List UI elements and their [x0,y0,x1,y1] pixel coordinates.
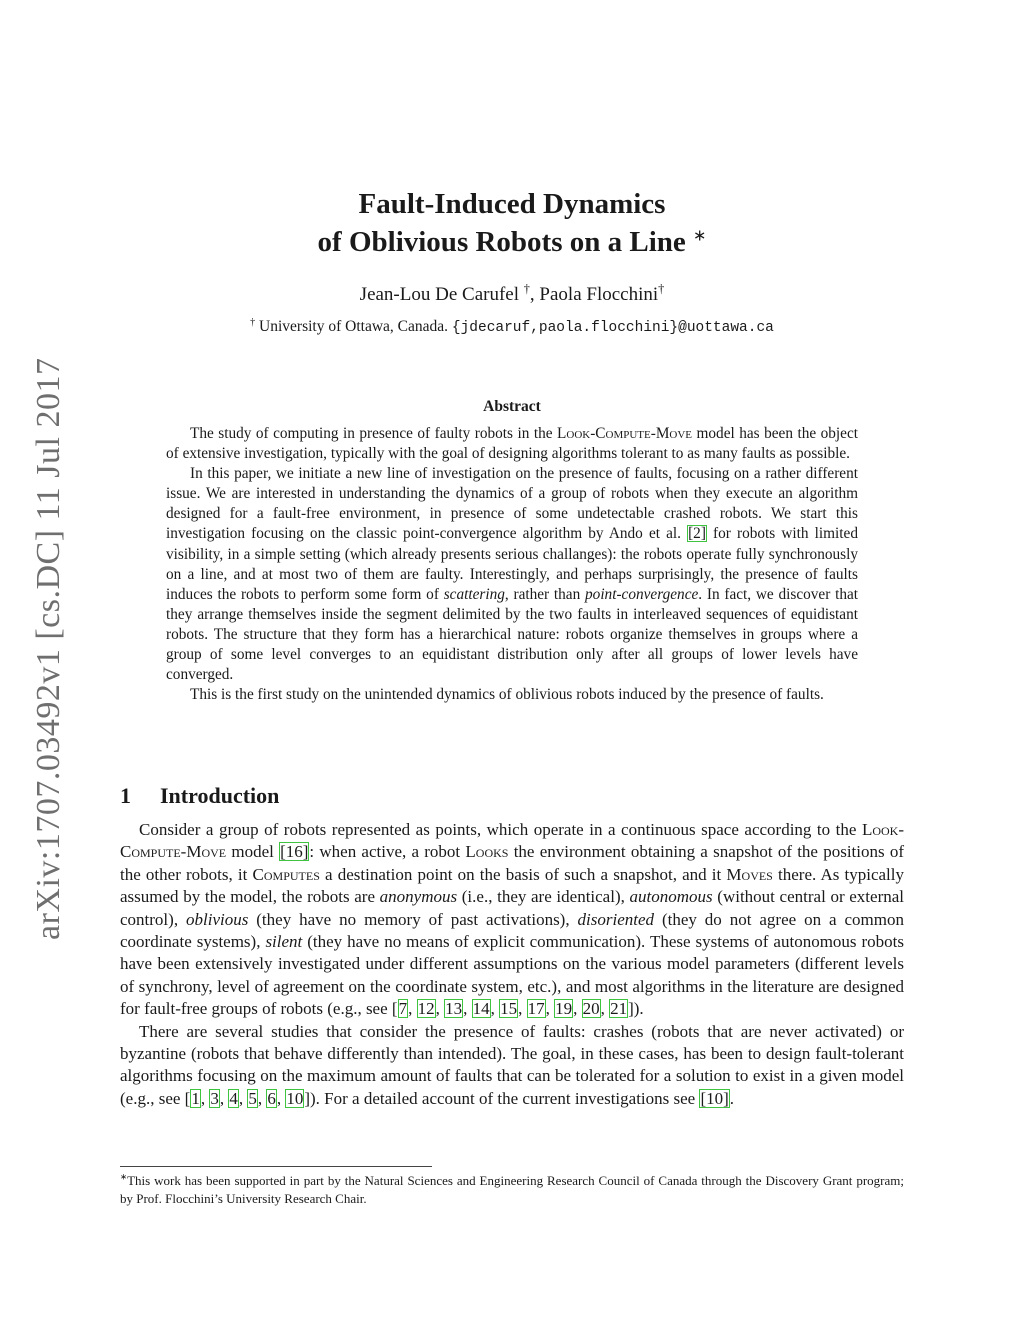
abstract-paragraph: In this paper, we initiate a new line of investigation on the presence of faults, focusing on a rather different issue. We are interested in understanding the dynamics of a group of robots when they execute an algorithm designed for a fault-free environment, in presence of some undetectable crashed robots. We start this investigation focusing on the classic point-convergence algorithm by Ando et al. [2] for robots with limited visibility, in a simple setting (which already presents serious challanges): the robots operate fully synchronously on a line, and at most two of them are faulty. Interestingly, and perhaps surprisingly, the presence of faults induces the robots to perform some form of scattering, rather than point-convergence. In fact, we discover that they arrange themselves inside the segment delimited by the two faults in interleaved sequences of equidistant robots. The structure that they form has a hierarchical nature: robots organize themselves in groups where a group of some level converges to an equidistant distribution only after all groups of lower levels have converged. [166,465,859,684]
arxiv-identifier: arXiv:1707.03492v1 [cs.DC] 11 Jul 2017 [30,357,67,940]
citation-link[interactable]: 7 [398,999,408,1019]
affiliation-text: University of Ottawa, Canada. [259,318,449,335]
affiliation-dagger: † [250,316,256,328]
citation-link[interactable]: 1 [191,1088,200,1108]
paper-title [120,185,904,261]
citation-link[interactable]: 19 [555,999,573,1019]
authors: Jean-Lou De Carufel †, Paola Flocchini† [359,281,665,305]
author-1: Jean-Lou De Carufel [359,284,519,305]
citation-link[interactable]: 13 [445,999,463,1019]
title-line-2: of Oblivious Robots on a Line ∗ [317,226,707,258]
citation-link[interactable]: [2] [688,525,706,543]
citation-link[interactable]: [10] [700,1088,729,1108]
author-2-dagger: † [658,281,665,296]
citation-link[interactable]: 21 [610,999,628,1019]
affiliation [120,318,904,336]
abstract-paragraph: The study of computing in presence of faulty robots in the Look-Compute-Move model has been the object of extensive investigation, typically with the goal of designing algorithms tolerant to as many faults as possible. [166,425,858,463]
title-footnote-marker: ∗ [693,227,707,245]
section-number: 1 [120,783,131,808]
footnote [120,1172,904,1208]
citation-link[interactable]: 4 [229,1088,238,1108]
citation-group: [1, 3, 4, 5, 6, 10] [184,1088,311,1108]
footnote-text: This work has been supported in part by the Natural Sciences and Engineering Research Council of Canada through the Discovery Grant program; by Prof. Flocchini’s University Research Chair. [120,1173,904,1206]
citation-link[interactable]: 15 [500,999,518,1019]
abstract-body [166,424,858,705]
body-paragraph: There are several studies that consider the presence of faults: crashes (robots that are never activated) or byzantine (robots that behave differently than intended). The goal, in these cases, has been to design fault-tolerant algorithms focusing on the maximum amount of faults that can be tolerated for a solution to exist in a given model (e.g., see [1, 3, 4, 5, 6, 10]). For a detailed account of the current investigations see [10]. [120,1021,904,1108]
citation-link[interactable]: 17 [527,999,545,1019]
citation-link[interactable]: 3 [210,1088,219,1108]
footnote-marker: ∗ [120,1171,128,1182]
footnote-divider [120,1166,432,1167]
citation-link[interactable]: 10 [286,1088,304,1108]
citation-link[interactable]: [16] [280,842,309,862]
citation-group: [7, 12, 13, 14, 15, 17, 19, 20, 21] [391,999,634,1019]
introduction-body [120,819,904,1110]
citation-link[interactable]: 20 [582,999,600,1019]
title-line-1: Fault-Induced Dynamics [358,188,666,220]
body-paragraph: Consider a group of robots represented as points, which operate in a continuous space according to the Look-Compute-Move model [16]: when active, a robot Looks the environment obtaining a snapshot of the positions of the other robots, it Computes a destination point on the basis of such a snapshot, and it Moves there. As typically assumed by the model, the robots are anonymous (i.e., they are identical), autonomous (without central or external control), oblivious (they have no memory of past activations), disoriented (they do not agree on a common coordinate systems), silent (they have no means of explicit communication). These systems of autonomous robots have been extensively investigated under different assumptions on the various model parameters (different levels of synchrony, level of agreement on the coordinate system, etc.), and most algorithms in the literature are designed for fault-free groups of robots (e.g., see [7, 12, 13, 14, 15, 17, 19, 20, 21]). [120,820,905,1019]
citation-link[interactable]: 6 [267,1088,276,1108]
author-emails: {jdecaruf,paola.flocchini}@uottawa.ca [451,320,774,336]
author-2: Paola Flocchini [539,284,659,305]
citation-link[interactable]: 5 [248,1088,257,1108]
citation-link[interactable]: 14 [472,999,490,1019]
section-title: Introduction [160,783,280,808]
section-heading [120,783,279,809]
author-1-dagger: † [523,281,530,296]
abstract-heading: Abstract [483,398,541,415]
abstract-paragraph: This is the first study on the unintended dynamics of oblivious robots induced by the presence of faults. [190,686,824,704]
citation-link[interactable]: 12 [417,999,435,1019]
